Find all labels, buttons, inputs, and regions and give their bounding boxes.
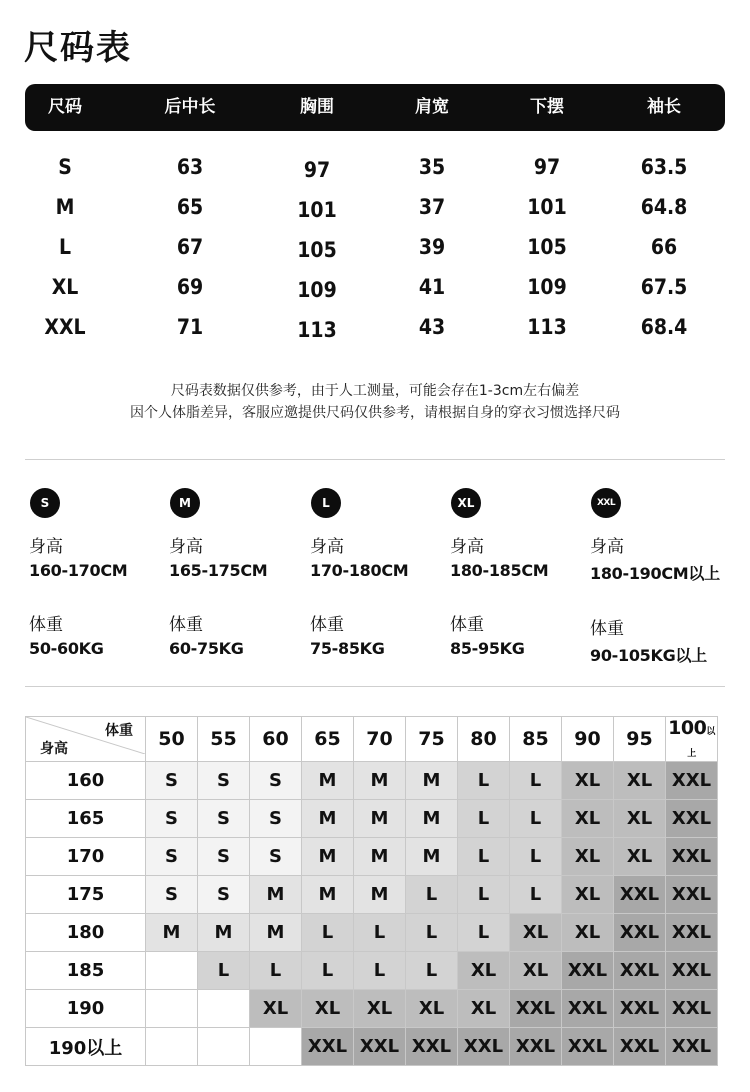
cell-back-length: 63 [176,155,204,179]
grid-cell: L [302,914,354,952]
grid-cell: S [250,800,302,838]
grid-cell: S [146,762,198,800]
header-size: 尺码 [48,97,82,117]
size-table-row [0,227,750,267]
grid-cell: M [406,762,458,800]
grid-cell: M [146,914,198,952]
cell-back-length: 71 [176,315,204,339]
grid-cell: XL [614,762,666,800]
cell-chest: 101 [297,198,337,222]
grid-cell: M [354,876,406,914]
cell-hem: 109 [527,275,567,299]
height-header: 180 [26,914,146,952]
grid-cell: XL [510,952,562,990]
height-range: 180-185CM [450,561,549,580]
grid-cell: XXL [666,762,718,800]
cell-sleeve: 63.5 [640,155,688,179]
cell-back-length: 69 [176,275,204,299]
grid-cell: L [354,914,406,952]
grid-cell: S [198,800,250,838]
weight-axis-label: 体重 [105,723,133,739]
header-hem: 下摆 [530,97,564,117]
weight-header: 55 [198,717,250,762]
grid-cell: M [302,838,354,876]
grid-cell: M [198,914,250,952]
grid-cell: M [406,800,458,838]
size-table-row [0,267,750,307]
grid-cell: L [354,952,406,990]
grid-cell: M [250,876,302,914]
cell-size: L [58,235,72,259]
grid-row [26,914,718,952]
weight-header: 75 [406,717,458,762]
grid-cell: M [302,762,354,800]
height-range: 170-180CM [310,561,409,580]
weight-label: 体重 [450,615,484,635]
weight-range: 85-95KG [450,639,525,658]
recommend-xl [450,488,590,658]
grid-cell: L [458,800,510,838]
height-header: 160 [26,762,146,800]
header-sleeve: 袖长 [647,97,681,117]
grid-row [26,876,718,914]
weight-header: 50 [146,717,198,762]
weight-label: 体重 [590,619,624,639]
grid-cell: XXL [666,914,718,952]
weight-header: 65 [302,717,354,762]
grid-cell [250,1028,302,1066]
height-header: 165 [26,800,146,838]
grid-cell: S [198,876,250,914]
divider [25,686,725,687]
grid-cell: L [302,952,354,990]
grid-row [26,800,718,838]
size-table-row [0,307,750,347]
height-header: 190 [26,990,146,1028]
cell-size: S [58,155,72,179]
grid-cell: XXL [562,952,614,990]
size-badge: M [170,488,200,518]
height-header: 175 [26,876,146,914]
grid-cell: S [250,838,302,876]
grid-cell: XL [458,952,510,990]
weight-header: 90 [562,717,614,762]
grid-cell: XL [562,914,614,952]
height-range: 160-170CM [29,561,128,580]
grid-row [26,990,718,1028]
height-label: 身高 [590,537,624,557]
grid-cell: L [510,838,562,876]
weight-range: 60-75KG [169,639,244,658]
cell-hem: 101 [527,195,567,219]
cell-sleeve: 64.8 [640,195,688,219]
grid-cell: XXL [666,838,718,876]
cell-size: M [55,195,75,219]
grid-cell: L [458,762,510,800]
weight-header: 70 [354,717,406,762]
cell-back-length: 67 [176,235,204,259]
header-shoulder: 肩宽 [415,97,449,117]
height-label: 身高 [169,537,203,557]
grid-cell: L [458,876,510,914]
cell-hem: 113 [527,315,567,339]
cell-hem: 97 [533,155,561,179]
grid-cell: M [406,838,458,876]
height-label: 身高 [450,537,484,557]
grid-cell: XL [562,800,614,838]
recommend-l [310,488,450,658]
grid-cell: S [146,800,198,838]
grid-cell: S [146,838,198,876]
grid-cell: M [302,800,354,838]
grid-cell: M [250,914,302,952]
grid-cell: XXL [354,1028,406,1066]
grid-cell: S [250,762,302,800]
grid-row [26,1028,718,1066]
grid-cell: XXL [562,1028,614,1066]
header-chest: 胸围 [300,97,334,117]
grid-cell [198,990,250,1028]
grid-cell: L [458,914,510,952]
grid-cell [198,1028,250,1066]
grid-cell: XL [562,876,614,914]
recommend-xxl [590,488,730,666]
grid-cell: S [146,876,198,914]
grid-cell: L [510,800,562,838]
cell-back-length: 65 [176,195,204,219]
grid-cell: L [406,952,458,990]
height-header: 185 [26,952,146,990]
grid-cell: XXL [614,952,666,990]
note-line-2: 因个人体脂差异，客服应邀提供尺码仅供参考，请根据自身的穿衣习惯选择尺码 [130,405,620,421]
height-label: 身高 [310,537,344,557]
grid-cell: XXL [666,952,718,990]
grid-row [26,952,718,990]
size-grid [25,716,718,1066]
grid-cell [146,952,198,990]
cell-shoulder: 43 [418,315,446,339]
weight-header: 95 [614,717,666,762]
grid-cell: XXL [614,1028,666,1066]
height-label: 身高 [29,537,63,557]
size-badge: L [311,488,341,518]
grid-corner [26,717,146,762]
grid-cell: XL [562,762,614,800]
note-line-1: 尺码表数据仅供参考，由于人工测量，可能会存在1-3cm左右偏差 [170,383,580,399]
grid-cell: L [406,914,458,952]
cell-sleeve: 68.4 [640,315,688,339]
cell-chest: 109 [297,278,337,302]
grid-cell: XXL [614,990,666,1028]
size-table-row [0,187,750,227]
recommend-m [169,488,309,658]
cell-chest: 113 [297,318,337,342]
cell-chest: 105 [297,238,337,262]
grid-header-row [26,717,718,762]
grid-cell: M [354,838,406,876]
grid-cell: XXL [666,800,718,838]
grid-cell: XXL [510,1028,562,1066]
grid-cell: XL [406,990,458,1028]
height-header: 190以上 [26,1028,146,1066]
cell-hem: 105 [527,235,567,259]
grid-row [26,838,718,876]
grid-cell: L [510,876,562,914]
grid-cell: L [510,762,562,800]
cell-size: XL [51,275,79,299]
cell-shoulder: 41 [418,275,446,299]
weight-label: 体重 [29,615,63,635]
cell-chest: 97 [303,158,331,182]
size-badge: XXL [591,488,621,518]
height-header: 170 [26,838,146,876]
grid-cell: XXL [666,990,718,1028]
cell-shoulder: 39 [418,235,446,259]
grid-cell: XL [458,990,510,1028]
grid-cell: XXL [614,914,666,952]
grid-cell: M [354,800,406,838]
size-table-header [25,84,725,131]
cell-size: XXL [44,315,86,339]
weight-header: 80 [458,717,510,762]
grid-cell: XXL [458,1028,510,1066]
weight-label: 体重 [310,615,344,635]
cell-sleeve: 67.5 [640,275,688,299]
grid-cell: XL [250,990,302,1028]
grid-cell: XXL [302,1028,354,1066]
recommend-s [29,488,169,658]
grid-cell: XL [510,914,562,952]
height-axis-label: 身高 [40,741,68,757]
grid-cell: XXL [406,1028,458,1066]
grid-cell: XXL [614,876,666,914]
grid-cell: XXL [510,990,562,1028]
grid-cell [146,1028,198,1066]
grid-cell: L [458,838,510,876]
weight-range: 75-85KG [310,639,385,658]
page-title: 尺码表 [24,28,132,68]
grid-cell: S [198,762,250,800]
height-range: 180-190CM以上 [590,564,720,583]
grid-cell: L [250,952,302,990]
size-badge: S [30,488,60,518]
weight-range: 50-60KG [29,639,104,658]
grid-cell: XL [614,800,666,838]
grid-cell: XL [562,838,614,876]
weight-label: 体重 [169,615,203,635]
grid-cell [146,990,198,1028]
grid-cell: M [354,762,406,800]
grid-cell: XXL [562,990,614,1028]
size-table-row [0,147,750,187]
weight-range: 90-105KG以上 [590,646,707,665]
size-badge: XL [451,488,481,518]
grid-cell: XL [354,990,406,1028]
cell-shoulder: 37 [418,195,446,219]
divider [25,459,725,460]
grid-cell: M [302,876,354,914]
height-range: 165-175CM [169,561,268,580]
weight-header: 100以上 [666,717,718,762]
grid-cell: S [198,838,250,876]
cell-sleeve: 66 [650,235,678,259]
grid-cell: XXL [666,876,718,914]
grid-cell: XL [302,990,354,1028]
grid-cell: L [198,952,250,990]
grid-cell: L [406,876,458,914]
cell-shoulder: 35 [418,155,446,179]
header-back-length: 后中长 [164,97,216,117]
weight-header: 85 [510,717,562,762]
grid-row [26,762,718,800]
grid-cell: XL [614,838,666,876]
weight-header: 60 [250,717,302,762]
grid-cell: XXL [666,1028,718,1066]
